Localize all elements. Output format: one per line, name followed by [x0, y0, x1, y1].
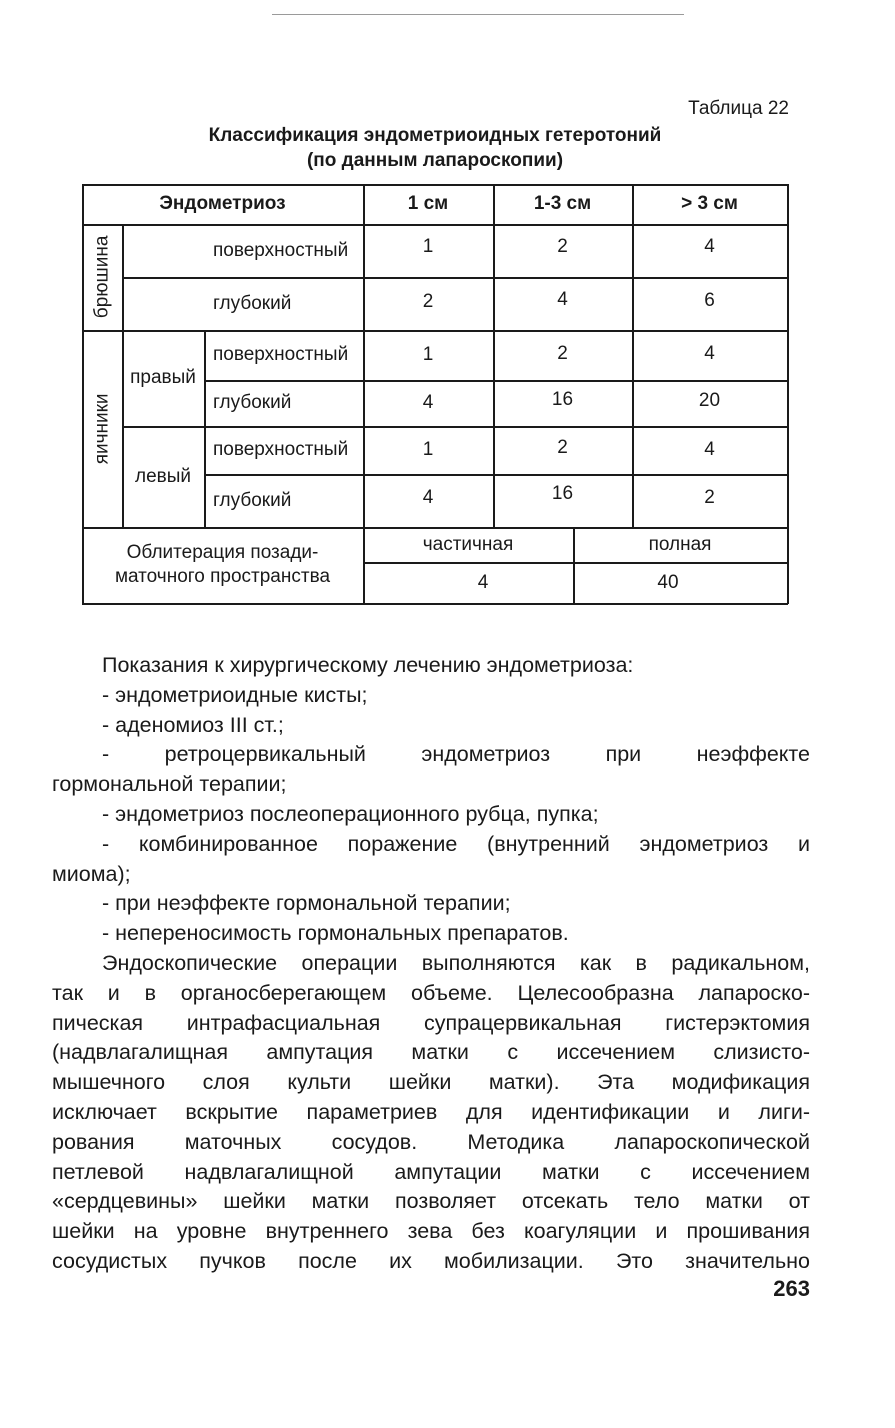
paragraph-line: рования маточных сосудов. Методика лапароскопической — [52, 1129, 810, 1154]
list-item-continuation: гормональной терапии; — [52, 772, 287, 797]
row-label: глубокий — [213, 292, 292, 314]
table-cell: 1 — [422, 235, 434, 257]
side-right: правый — [130, 367, 196, 389]
table-cell: 2 — [557, 235, 568, 257]
list-item: - при неэффекте гормональной терапии; — [102, 891, 511, 916]
list-item: - комбинированное поражение (внутренний эндометриоз и — [102, 831, 810, 856]
table-cell: 2 — [422, 291, 434, 313]
table-cell: 2 — [557, 437, 568, 459]
paragraph-line: «сердцевины» шейки матки позволяет отсекать тело матки от — [52, 1189, 810, 1214]
paragraph-line: так и в органосберегающем объеме. Целесообразна лапароско- — [52, 980, 810, 1005]
paragraph-line: шейки на уровне внутреннего зева без коагуляции и прошивания — [52, 1219, 810, 1244]
table-cell: 4 — [704, 343, 715, 365]
obliteration-label — [82, 527, 363, 603]
classification-table — [0, 0, 895, 640]
partial-value: 4 — [477, 571, 489, 593]
table-cell: 2 — [557, 343, 568, 365]
group-ovaries-label: яичники — [91, 393, 113, 464]
table-cell: 6 — [704, 290, 715, 312]
list-item-continuation: миома); — [52, 861, 131, 886]
table-number: Таблица 22 — [688, 98, 789, 119]
table-subtitle: (по данным лапароскопии) — [306, 150, 564, 171]
indications-title: Показания к хирургическому лечению эндометриоза: — [102, 653, 634, 677]
partial-header: частичная — [422, 533, 514, 555]
group-peritoneum-label: брюшина — [91, 235, 113, 319]
paragraph-line: мышечного слоя культи шейки матки). Эта модификация — [52, 1070, 810, 1095]
paragraph-line: Эндоскопические операции выполняются как в радикальном, — [102, 950, 810, 975]
paragraph-line: сосудистых пучков после их мобилизации. Это значительно — [52, 1248, 810, 1273]
group-ovaries — [82, 330, 122, 527]
list-item: - эндометриоз послеоперационного рубца, пупка; — [102, 801, 599, 826]
paragraph-line: петлевой надвлагалищной ампутации матки с иссечением — [52, 1159, 810, 1184]
table-border-right — [787, 184, 789, 604]
header-1-3cm: 1-3 см — [533, 193, 592, 215]
row-label: глубокий — [213, 489, 292, 511]
table-title: Классификация эндометриоидных гетеротоний — [208, 125, 662, 146]
header-endometriosis: Эндометриоз — [159, 193, 286, 215]
row-label: поверхностный — [213, 344, 349, 366]
table-cell: 4 — [422, 392, 434, 414]
col-rule — [204, 330, 206, 527]
row-label: поверхностный — [213, 239, 349, 261]
table-cell: 16 — [551, 483, 574, 505]
body-text — [52, 651, 810, 1277]
page-number: 263 — [773, 1276, 810, 1301]
table-cell: 2 — [704, 487, 715, 509]
list-item: - аденомиоз III ст.; — [102, 712, 284, 737]
side-left: левый — [134, 465, 192, 487]
list-item: - эндометриоидные кисты; — [102, 682, 368, 707]
table-cell: 16 — [551, 389, 574, 411]
header-gt3cm: > 3 см — [681, 193, 738, 215]
row-label: глубокий — [213, 392, 292, 414]
table-cell: 4 — [557, 288, 568, 310]
paragraph-line: (надвлагалищная ампутация матки с иссечением слизисто- — [52, 1040, 810, 1065]
group-peritoneum — [82, 224, 122, 330]
obliteration-label-line1: Облитерация позади- — [126, 542, 319, 564]
full-header: полная — [648, 533, 712, 555]
full-value: 40 — [657, 571, 679, 593]
table-cell: 20 — [698, 390, 721, 412]
table-cell: 4 — [704, 439, 715, 461]
paragraph-line: исключает вскрытие параметриев для идентификации и лиги- — [52, 1099, 810, 1124]
table-cell: 1 — [422, 439, 434, 461]
header-1cm: 1 см — [407, 193, 449, 215]
table-border-bottom — [82, 603, 788, 605]
obliteration-label-line2: маточного пространства — [114, 566, 331, 587]
list-item: - непереносимость гормональных препаратов. — [102, 921, 569, 946]
table-cell: 4 — [704, 235, 715, 257]
table-cell: 1 — [422, 344, 434, 366]
list-item: - ретроцервикальный эндометриоз при неэффекте — [102, 742, 810, 767]
paragraph-line: пическая интрафасциальная супрацервикальная гистерэктомия — [52, 1010, 810, 1035]
table-cell: 4 — [422, 487, 434, 509]
row-label: поверхностный — [213, 439, 349, 461]
